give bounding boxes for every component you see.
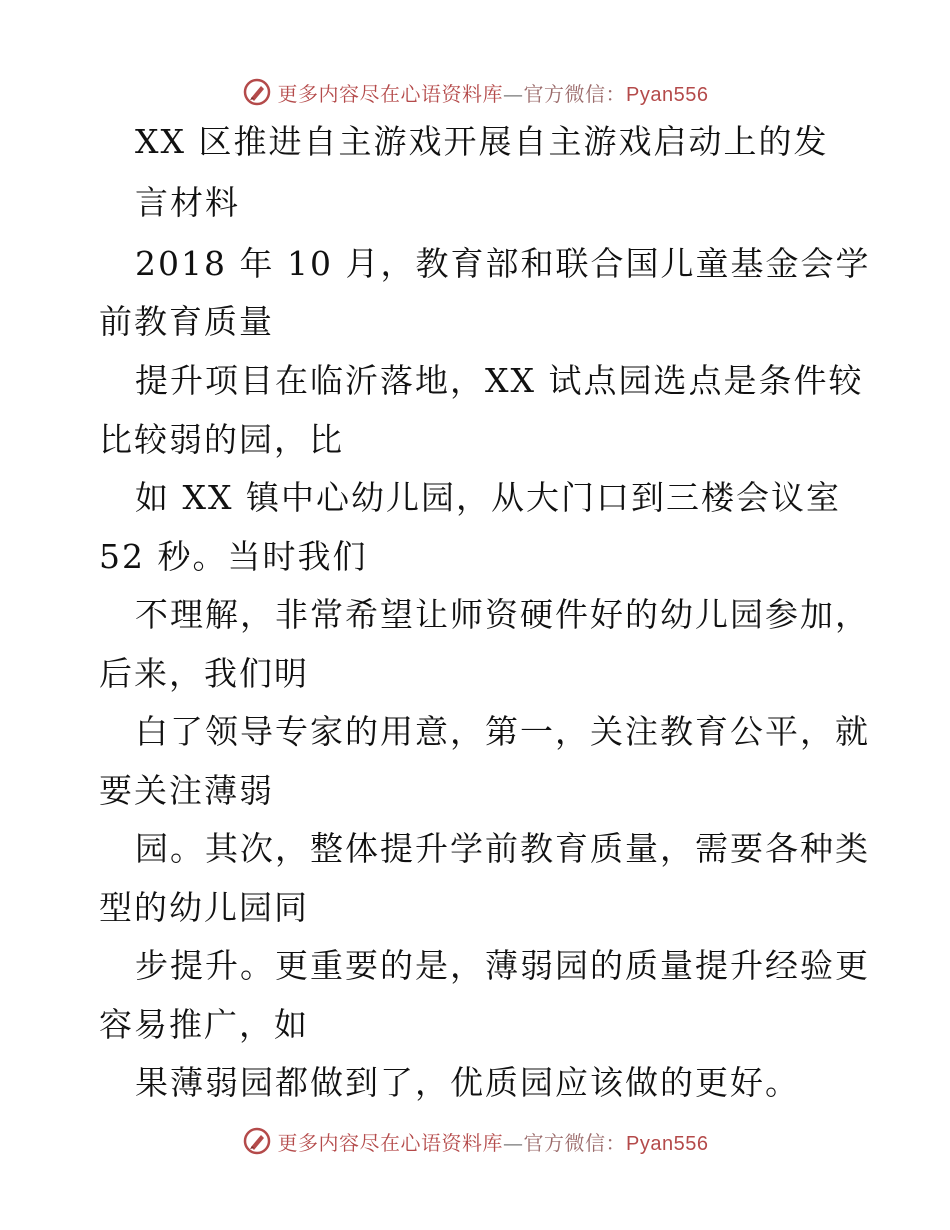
footer-watermark-cn: 更多内容尽在心语资料库	[277, 1130, 504, 1155]
header-watermark-dash: —	[503, 81, 524, 106]
header-wechat-id: Pyan556	[626, 83, 709, 106]
header-wechat-label: 官方微信：	[523, 81, 627, 106]
paragraph-line: 不理解，非常希望让师资硬件好的幼儿园参加，	[135, 595, 870, 634]
paragraph-line: 型的幼儿园同	[99, 888, 309, 927]
paragraph-line: 比较弱的园，比	[99, 420, 344, 459]
paragraph-line: 容易推广，如	[99, 1005, 309, 1044]
paragraph-line: 2018 年 10 月，教育部和联合国儿童基金会学	[135, 244, 871, 283]
footer-watermark-text	[278, 1127, 709, 1156]
pen-logo-icon	[242, 1126, 272, 1156]
paragraph-line: 后来，我们明	[99, 654, 309, 693]
paragraph-line: 前教育质量	[99, 302, 274, 341]
paragraph-line: 提升项目在临沂落地，XX 试点园选点是条件较	[135, 361, 864, 400]
paragraph-line: 要关注薄弱	[99, 771, 274, 810]
title-line-2: 言材料	[135, 183, 240, 222]
footer-watermark-dash: —	[503, 1130, 524, 1155]
paragraph-line: 果薄弱园都做到了，优质园应该做的更好。	[135, 1063, 800, 1102]
paragraph-line: 52 秒。当时我们	[99, 537, 368, 576]
title-line-1: XX 区推进自主游戏开展自主游戏启动上的发	[135, 122, 829, 161]
paragraph-line: 如 XX 镇中心幼儿园，从大门口到三楼会议室	[135, 478, 841, 517]
header-watermark	[0, 72, 950, 112]
footer-wechat-label: 官方微信：	[523, 1130, 627, 1155]
header-watermark-cn: 更多内容尽在心语资料库	[277, 81, 504, 106]
paragraph-line: 步提升。更重要的是，薄弱园的质量提升经验更	[135, 946, 870, 985]
footer-watermark	[0, 1121, 950, 1161]
paragraph-line: 园。其次，整体提升学前教育质量，需要各种类	[135, 829, 870, 868]
header-watermark-text	[278, 78, 709, 107]
footer-wechat-id: Pyan556	[626, 1132, 709, 1155]
pen-logo-icon	[242, 77, 272, 107]
paragraph-line: 白了领导专家的用意，第一，关注教育公平，就	[135, 712, 870, 751]
